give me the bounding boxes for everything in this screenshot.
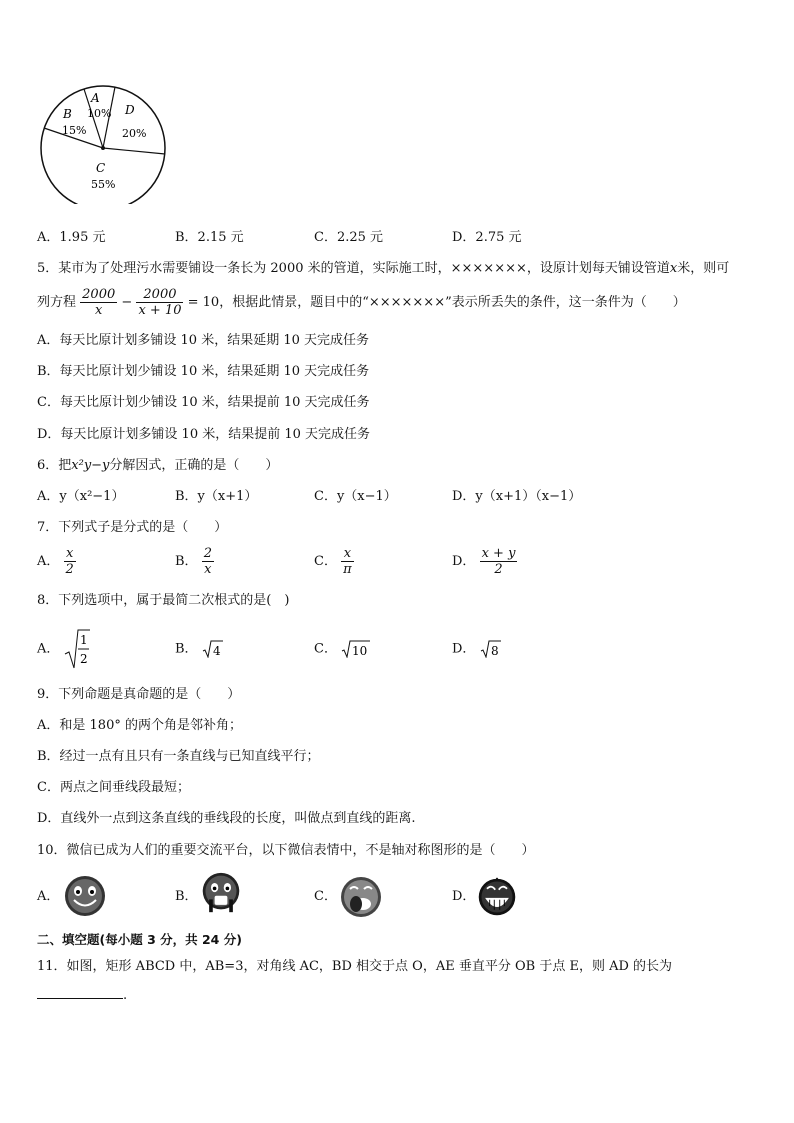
- q7-option-c: [314, 546, 354, 577]
- pie-value-b: 15%: [62, 124, 87, 137]
- q11-answer-line: [37, 986, 127, 1005]
- q8-option-b: [175, 640, 224, 659]
- q10-label-b: B．: [175, 889, 198, 904]
- q4-option-a: A．1.95 元: [37, 230, 106, 245]
- q5-minus: −: [121, 295, 133, 310]
- q6-option-d: D．y（x+1）（x−1）: [452, 489, 582, 504]
- q8-sqrt-b: [202, 640, 224, 658]
- q8-sqrt-d: [480, 640, 502, 658]
- q11-end: .: [123, 988, 128, 1003]
- pie-label-a: A: [91, 91, 100, 105]
- q7-label-d: D．: [452, 554, 476, 569]
- smiley-face-icon: [64, 875, 106, 917]
- q9-option-b: B．经过一点有且只有一条直线与已知直线平行；: [37, 749, 320, 764]
- q9-option-d: D．直线外一点到这条直线的垂线段的长度，叫做点到直线的距离.: [37, 811, 416, 826]
- q5-option-a: A．每天比原计划多铺设 10 米，结果延期 10 天完成任务: [37, 333, 370, 348]
- q9-option-a: A．和是 180° 的两个角是邻补角；: [37, 718, 242, 733]
- pie-label-b: B: [63, 107, 72, 121]
- grinning-face-icon: [476, 876, 518, 918]
- q5-stem-end: 米，则可: [677, 261, 730, 276]
- q8-label-d: D．: [452, 641, 476, 657]
- pie-value-c: 55%: [91, 178, 116, 191]
- q8-label-c: C．: [314, 641, 337, 657]
- q9-option-c: C．两点之间垂线段最短；: [37, 780, 190, 795]
- q6-option-a: A．y（x²−1）: [37, 489, 125, 504]
- q7-label-b: B．: [175, 554, 198, 569]
- q7-label-a: A．: [37, 554, 60, 569]
- q5-option-c: C．每天比原计划少铺设 10 米，结果提前 10 天完成任务: [37, 395, 370, 410]
- q8-option-d: [452, 640, 502, 659]
- q8-sqrt-c: [341, 640, 371, 658]
- q7-fraction-b: $\frac{2}{x}$: [203, 546, 212, 577]
- thinking-face-icon: [340, 876, 382, 918]
- q8-option-a: [37, 628, 90, 670]
- q6-option-c: C．y（x−1）: [314, 489, 397, 504]
- q5-option-d: D．每天比原计划多铺设 10 米，结果提前 10 天完成任务: [37, 427, 371, 442]
- q11-answer-blank: [37, 986, 123, 999]
- q5-stem-text: 5．某市为了处理污水需要铺设一条长为 2000 米的管道，实际施工时，×××××××，设原计划每天铺设管道: [37, 261, 670, 276]
- q7-option-d: [452, 546, 517, 577]
- svg-text:1: 1: [79, 633, 88, 647]
- q8-stem: 8．下列选项中，属于最简二次根式的是( ): [37, 593, 290, 608]
- q5-fraction-1: $\frac{2000}{x}$: [82, 287, 116, 318]
- q8-option-c: [314, 640, 371, 659]
- pie-label-d: D: [125, 103, 135, 117]
- q7-label-c: C．: [314, 554, 337, 569]
- q7-stem: 7．下列式子是分式的是（ ）: [37, 520, 228, 535]
- q5-eq-prefix: 列方程: [37, 295, 77, 310]
- q8-label-a: A．: [37, 641, 60, 657]
- q7-fraction-a: $\frac{x}{2}$: [65, 546, 74, 577]
- q6-stem-b: 分解因式，正确的是（ ）: [109, 458, 279, 473]
- q8-label-b: B．: [175, 641, 198, 657]
- pie-label-c: C: [96, 161, 106, 175]
- q6-stem: [37, 457, 278, 475]
- svg-text:4: 4: [212, 644, 221, 658]
- section-2-heading: 二、填空题(每小题 3 分，共 24 分): [37, 932, 242, 947]
- q10-label-c: C．: [314, 889, 337, 904]
- svg-text:8: 8: [490, 644, 499, 658]
- svg-text:2: 2: [79, 652, 88, 666]
- pie-value-a: 10%: [87, 107, 112, 120]
- q4-option-d: D．2.75 元: [452, 230, 522, 245]
- q7-fraction-c: $\frac{x}{\pi}$: [343, 546, 352, 577]
- q5-eq-suffix: ，根据此情景，题目中的“×××××××”表示所丢失的条件，这一条件为（ ）: [219, 295, 686, 310]
- q4-option-c: C．2.25 元: [314, 230, 384, 245]
- pie-chart-figure: [36, 84, 170, 204]
- q6-expression: x²y−y: [71, 458, 110, 473]
- crying-face-icon: [200, 872, 242, 914]
- q10-label-a: A．: [37, 889, 60, 904]
- q5-equation-line: [37, 285, 686, 321]
- q10-stem: 10．微信已成为人们的重要交流平台，以下微信表情中，不是轴对称图形的是（ ）: [37, 843, 535, 858]
- q11-stem: 11．如图，矩形 ABCD 中，AB=3，对角线 AC，BD 相交于点 O，AE 垂直平分 OB 于点 E，则 AD 的长为: [37, 959, 673, 974]
- q10-label-d: D．: [452, 889, 476, 904]
- svg-text:10: 10: [352, 644, 368, 658]
- q5-stem-line1: [37, 260, 729, 278]
- q6-option-b: B．y（x+1）: [175, 489, 258, 504]
- q4-option-b: B．2.15 元: [175, 230, 244, 245]
- q5-fraction-2: $\frac{2000}{x + 10}$: [138, 287, 182, 318]
- q5-eq-rhs: = 10: [187, 295, 220, 310]
- q5-variable: x: [669, 261, 678, 276]
- q8-sqrt-a: [64, 628, 90, 670]
- pie-value-d: 20%: [122, 127, 147, 140]
- q9-stem: 9．下列命题是真命题的是（ ）: [37, 687, 241, 702]
- q5-option-b: B．每天比原计划少铺设 10 米，结果延期 10 天完成任务: [37, 364, 370, 379]
- q6-stem-a: 6．把: [37, 458, 72, 473]
- q7-fraction-d: $\frac{x + y}{2}$: [481, 546, 516, 577]
- q7-option-b: [175, 546, 214, 577]
- q7-option-a: [37, 546, 76, 577]
